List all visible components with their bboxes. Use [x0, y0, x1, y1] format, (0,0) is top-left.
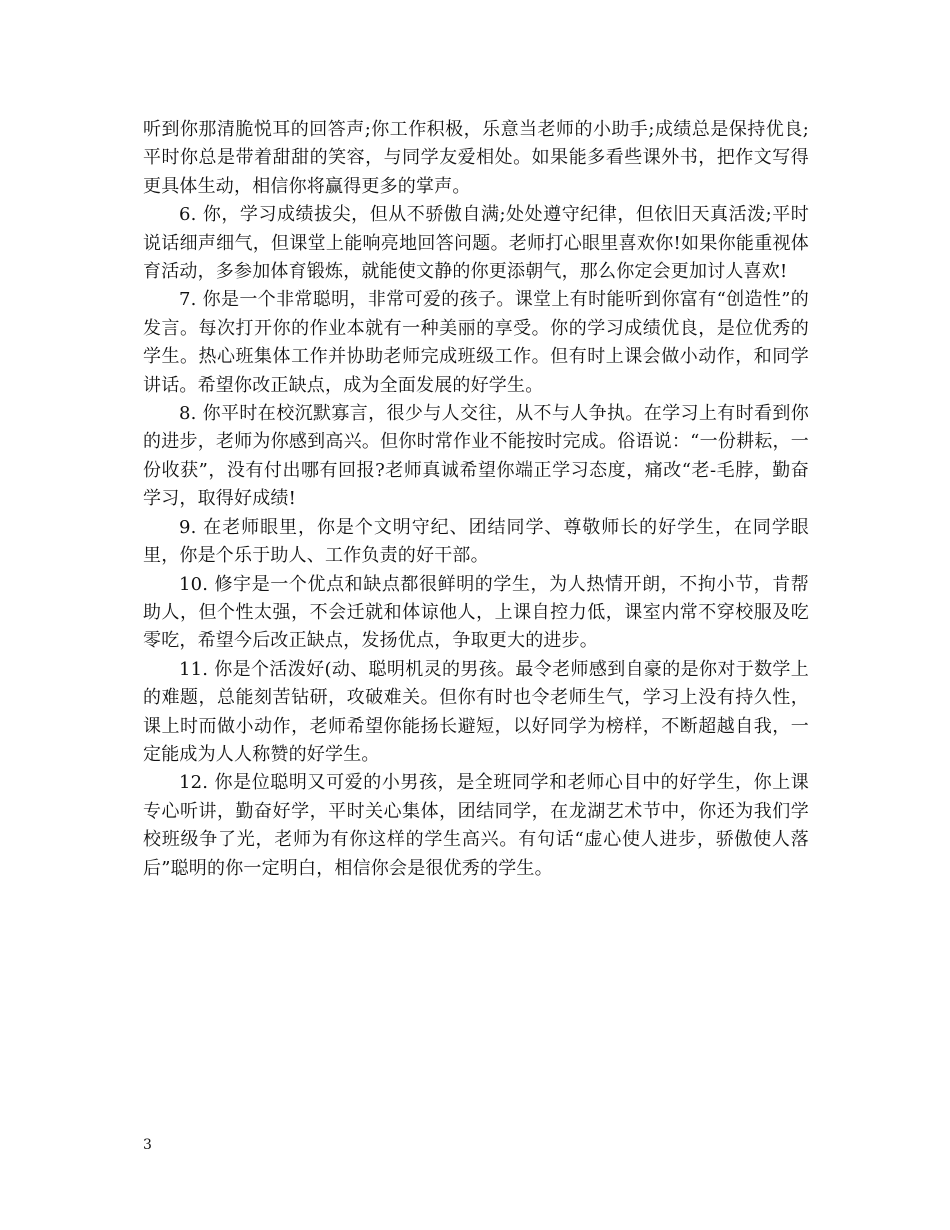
document-body [143, 116, 809, 883]
paragraph-comment-10: 10. 修宇是一个优点和缺点都很鲜明的学生，为人热情开朗，不拘小节，肯帮助人，但个性太强，不会迁就和体谅他人，上课自控力低，课室内常不穿校服及吃零吃，希望今后改正缺点，发扬优点，争取更大的进步。 [143, 573, 809, 652]
paragraph-continuation: 听到你那清脆悦耳的回答声;你工作积极，乐意当老师的小助手;成绩总是保持优良;平时你总是带着甜甜的笑容，与同学友爱相处。如果能多看些课外书，把作文写得更具体生动，相信你将赢得更多的掌声。 [143, 119, 809, 197]
paragraph-comment-6: 6. 你，学习成绩拔尖，但从不骄傲自满;处处遵守纪律，但依旧天真活泼;平时说话细声细气，但课堂上能响亮地回答问题。老师打心眼里喜欢你!如果你能重视体育活动，多参加体育锻炼，就能使文静的你更添朝气，那么你定会更加讨人喜欢! [143, 204, 809, 283]
paragraph-comment-8: 8. 你平时在校沉默寡言，很少与人交往，从不与人争执。在学习上有时看到你的进步，老师为你感到高兴。但你时常作业不能按时完成。俗语说：“一份耕耘，一份收获”，没有付出哪有回报?老师真诚希望你端正学习态度，痛改“老-毛脖，勤奋学习，取得好成绩! [143, 403, 809, 510]
paragraph-comment-7: 7. 你是一个非常聪明，非常可爱的孩子。课堂上有时能听到你富有“创造性”的发言。每次打开你的作业本就有一种美丽的享受。你的学习成绩优良，是位优秀的学生。热心班集体工作并协助老师完成班级工作。但有时上课会做小动作，和同学讲话。希望你改正缺点，成为全面发展的好学生。 [143, 289, 809, 396]
paragraph-comment-9: 9. 在老师眼里，你是个文明守纪、团结同学、尊敬师长的好学生，在同学眼里，你是个乐于助人、工作负责的好干部。 [143, 516, 809, 567]
paragraph-comment-11: 11. 你是个活泼好(动、聪明机灵的男孩。最令老师感到自豪的是你对于数学上的难题，总能刻苦钻研，攻破难关。但你有时也令老师生气，学习上没有持久性，课上时而做小动作，老师希望你能扬长避短，以好同学为榜样，不断超越自我，一定能成为人人称赞的好学生。 [143, 658, 809, 765]
page-number: 3 [143, 1137, 152, 1153]
paragraph-comment-12: 12. 你是位聪明又可爱的小男孩，是全班同学和老师心目中的好学生，你上课专心听讲，勤奋好学，平时关心集体，团结同学，在龙湖艺术节中，你还为我们学校班级争了光，老师为有你这样的学生高兴。有句话“虚心使人进步，骄傲使人落后”聪明的你一定明白，相信你会是很优秀的学生。 [143, 772, 809, 879]
